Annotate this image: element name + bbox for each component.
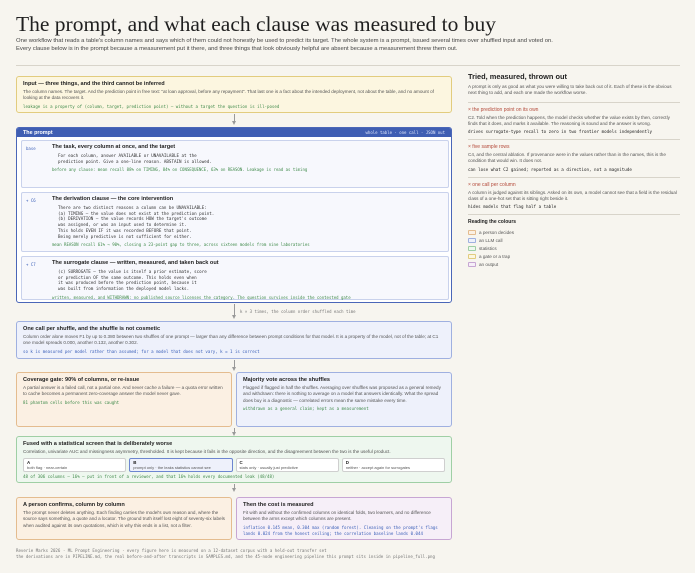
shuffle-box [16, 321, 452, 359]
person-heading: A person confirms, column by column [23, 502, 125, 508]
clause-c6 [21, 192, 449, 252]
arrow-head-icon [232, 121, 236, 125]
legend-label: an LLM call [479, 237, 503, 243]
legend-label: a person decides [479, 229, 514, 235]
coverage-heading: Coverage gate: 90% of columns, or re-issue [23, 377, 140, 383]
legend-row [468, 252, 680, 260]
legend-title: Reading the colours [468, 219, 517, 226]
cost-code: inflation 0.145 mean, 0.304 max (random forest). Cleaning on the prompt's flags lands 0.024 from the honest ceiling; the correlation baseline lands 0.044 [243, 524, 438, 536]
rejected-code: can lose what C2 gained; reported as a direction, not a magnitude [468, 166, 632, 172]
legend-row [468, 260, 680, 268]
legend-label: an output [479, 261, 499, 267]
fused-box [16, 436, 452, 483]
footer [16, 548, 680, 560]
legend-swatch [468, 254, 476, 259]
intro-line: One workflow that reads a table's column names and says which of them could not honestly be used to predict its target. The whole system is a prompt, issued several times over shuffled input and voted on. [16, 38, 553, 44]
prompt-meta: whole table · one call · JSON out [365, 130, 445, 135]
divider [16, 65, 680, 66]
legend-swatch [468, 230, 476, 235]
footer-line: the derivations are in PIPELINE.md, the real before-and-after transcripts in SAMPLES.md, and the 45-node engineering pipeline this prompt sits inside in pipeline_full.png [16, 554, 435, 559]
arrow-label: k × 3 times, the column order shuffled each time [240, 309, 356, 314]
input-box [16, 76, 452, 113]
rejected-text: C4, and the central ablation. If provenance were in the values rather than in the names, this is the condition that would win. It does not. [468, 152, 666, 164]
clause-tag: + C7 [26, 262, 36, 267]
quadrant-b: B prompt only · the leaks statistics cannot see [129, 458, 232, 472]
clause-result: mean REASON recall 61% → 90%, closing a 23-point gap to three, across sixteen models from nine laboratories [52, 242, 310, 248]
clause-prompt-text: (c) SURROGATE — the value is itself a prior estimate, score or prediction OF the same outcome. This holds even when it was produced before the prediction point, because it was built from information the deployed model lacks. [58, 269, 207, 292]
fused-text: Correlation, univariate AUC and missingness asymmetry, thresholded. It is kept because it fails in the opposite direction, and the disagreement between the two is the useful product. [23, 449, 391, 454]
legend-row [468, 236, 680, 244]
rejected-title: × five sample rows [468, 144, 510, 151]
legend-label: a gate or a trap [479, 253, 511, 259]
clause-heading: The task, every column at once, and the target [52, 144, 176, 150]
rejected-text: A column is judged against its siblings. Asked on its own, a model cannot see that a field is the residual class of a one-hot set that is sitting right beside it. [468, 189, 677, 201]
legend-row [468, 244, 680, 252]
input-code: leakage is a property of (column, target, prediction point) — without a target the question is ill-posed [23, 103, 280, 109]
clause-tag: base [26, 146, 36, 151]
rejected-text: C2. Told when the prediction happens, the model checks whether the value exists by then, correctly finds that it does, and marks it available. The reasoning is sound and the answer is wrong. [468, 114, 670, 127]
clause-result: before any clause: mean recall 88% on TIMING, 84% on CONSEQUENCE, 63% on REASON. Leakage is read as timing [52, 167, 308, 173]
page-title: The prompt, and what each clause was measured to buy [16, 12, 497, 36]
rejected-item [468, 107, 680, 134]
cost-box [236, 497, 452, 540]
majority-code: withdrawn as a general claim; kept as a measurement [243, 406, 369, 412]
person-text: The prompt never deletes anything. Each finding carries the model's own reason and, where the source says something, a quote and a locator. The ground truth itself lost eight of seventy-six labels when audited against its own quotations, which is why this ends in a list, not a filter. [23, 510, 225, 528]
quadrant-options [23, 458, 445, 472]
fused-heading: Fused with a statistical screen that is deliberately worse [23, 441, 173, 447]
shuffle-text: Column order alone moves F1 by up to 0.380 between two shuffles of one prompt — larger than any difference between prompt conditions for that model. It is a property of the model, not of the table; at C1 one model spreads 0.000, another 0.132, another 0.302. [23, 334, 439, 346]
quadrant-c: C stats only · usually just predictive [236, 458, 339, 472]
divider [468, 177, 680, 178]
legend-swatch [468, 262, 476, 267]
quadrant-a: A both flag · near-certain [23, 458, 126, 472]
input-text: The column names. The target. And the prediction point in free text: "at loan approval, before any repayment". That last one is a fact about the intended deployment, not about the table, and no amount of looking at the data recovers it. [23, 89, 434, 101]
clause-prompt-text: For each column, answer AVAILABLE or UNAVAILABLE at the prediction point. Give a one-line reason. ABSTAIN is allowed. [58, 153, 212, 164]
rejected-title: × one call per column [468, 181, 516, 188]
legend-label: statistics [479, 245, 497, 251]
prompt-label: The prompt [23, 129, 53, 136]
clause-heading: The derivation clause — the core intervention [52, 196, 174, 202]
intro-line: Every clause below is in the prompt because a measurement put it there, and three things that look obviously helpful are absent because a measurement threw them out. [16, 46, 458, 53]
cost-text: Fit with and without the confirmed columns on identical folds, two learners, and no difference between the arms except which columns are present. [243, 510, 431, 522]
majority-box [236, 372, 452, 427]
divider [468, 214, 680, 215]
clause-heading: The surrogate clause — written, measured, and taken back out [52, 260, 219, 266]
input-heading: Input — three things, and the third cannot be inferred [23, 81, 165, 87]
sidebar-title: Tried, measured, thrown out [468, 72, 567, 81]
sidebar [468, 72, 680, 268]
legend-row [468, 228, 680, 236]
rejected-item [468, 144, 680, 171]
person-box [16, 497, 232, 540]
clause-c7 [21, 256, 449, 300]
sidebar-intro: A prompt is only as good as what you were willing to take back out of it. Each of these is the obvious next thing to add, and each one made the workflow worse. [468, 84, 672, 96]
coverage-box [16, 372, 232, 427]
divider [468, 102, 680, 103]
coverage-text: A partial answer is a failed call, not a partial one. And never cache a failure — a quota error written to cache becomes a permanent zero-coverage answer the model never gave. [23, 385, 223, 397]
prompt-header [17, 128, 451, 137]
arrow-head-icon [232, 488, 236, 492]
legend-swatch [468, 246, 476, 251]
fused-code: 48 of 306 columns — 16% — put in front of a reviewer, and that 16% holds every documented leak (48/48) [23, 474, 275, 480]
rejected-item [468, 182, 680, 209]
shuffle-heading: One call per shuffle, and the shuffle is not cosmetic [23, 326, 161, 332]
prompt-box [16, 127, 452, 303]
majority-heading: Majority vote across the shuffles [243, 377, 331, 383]
arrow-head-icon [232, 315, 236, 319]
divider [468, 139, 680, 140]
clause-result: written, measured, and WITHDRAWN: no published source licenses the category. The question survives inside the contested gate [52, 294, 351, 300]
legend-swatch [468, 238, 476, 243]
intro-text [16, 37, 680, 54]
clause-prompt-text: There are two distinct reasons a column can be UNAVAILABLE: (a) TIMING — the value does not exist at the prediction point. (b) DERIVATION — the value records HOW the target's outcome was assigned, or was an input used to determine it. This holds EVEN IF it was recorded BEFORE that point. Being merely predictive is not sufficient for either. [58, 205, 215, 239]
coverage-code: 81 phantom cells before this was caught [23, 399, 120, 405]
footer-line: Reverie Marks 2026 · ML Prompt Engineering · every figure here is measured on a 12-dataset corpus with a held-out transfer set [16, 548, 327, 553]
quadrant-d: D neither · accept again for surrogates [342, 458, 445, 472]
clause-tag: + C6 [26, 198, 36, 203]
shuffle-code: so k is measured per model rather than assumed; for a model that does not vary, k = 1 is correct [23, 348, 260, 354]
rejected-code: hides models that flag half a table [468, 204, 557, 210]
color-legend [468, 228, 680, 268]
clause-base [21, 140, 449, 188]
arrow-head-icon [232, 367, 236, 371]
rejected-title: × the prediction point on its own [468, 106, 539, 113]
cost-heading: Then the cost is measured [243, 502, 314, 508]
majority-text: Flagged if flagged in half the shuffles. Averaging over shuffles was proposed as a general remedy and withdrawn: there is nothing to average on a model that answers identically. What the spread does buy is a diagnostic — correlated errors mean the same mistake every time. [243, 385, 441, 403]
rejected-code: drives surrogate-type recall to zero in two frontier models independently [468, 129, 653, 135]
